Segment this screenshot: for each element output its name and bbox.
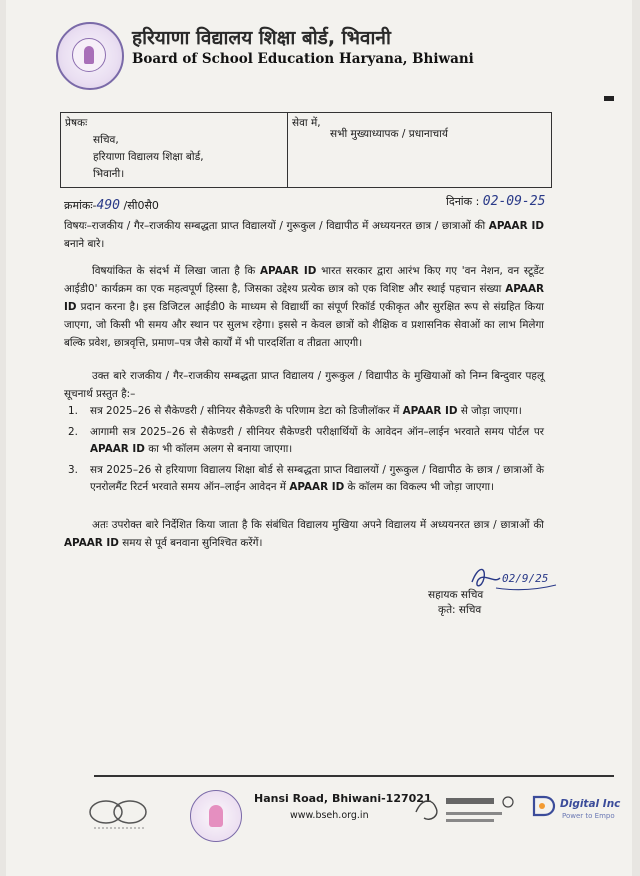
body-paragraph-1 xyxy=(64,262,544,352)
seal-figure xyxy=(84,46,94,64)
subject-text-end: बनाने बारे। xyxy=(64,238,105,250)
address-divider xyxy=(287,113,288,187)
from-label: प्रेषकः xyxy=(65,117,88,129)
scan-mark xyxy=(604,96,614,101)
from-line: सचिव, xyxy=(93,134,119,146)
footer-divider xyxy=(94,775,614,777)
to-label: सेवा में, xyxy=(292,117,321,129)
para-bold: APAAR ID xyxy=(64,537,119,549)
body-paragraph-3 xyxy=(64,516,544,552)
point-text: आगामी सत्र 2025–26 से सैकेण्डरी / सीनियर सैकेण्डरी परीक्षार्थियों के आवेदन ऑन–लाईन भरवाते समय पोर्टल पर xyxy=(90,426,544,438)
para-bold: APAAR ID xyxy=(64,283,544,313)
designation-for-secretary: कृते: सचिव xyxy=(438,604,482,616)
subject-bold: APAAR ID xyxy=(488,220,544,232)
to-recipients: सभी मुख्याध्यापक / प्रधानाचार्य xyxy=(330,128,448,140)
date-label: दिनांक : xyxy=(446,195,480,208)
list-item xyxy=(68,462,544,496)
point-text: का भी कॉलम अलग से बनाया जाएगा। xyxy=(144,443,293,455)
reference-number xyxy=(64,198,159,213)
header-title-hindi: हरियाणा विद्यालय शिक्षा बोर्ड, भिवानी xyxy=(132,27,391,49)
reference-label: क्रमांकः- xyxy=(64,199,97,212)
from-line: भिवानी। xyxy=(93,168,125,180)
letter-page xyxy=(6,0,632,876)
para-text: अतः उपरोक्त बारे निर्देशित किया जाता है कि संबंधित विद्यालय मुखिया अपने विद्यालय में अध्ययनरत छात्र / छात्राओं की xyxy=(92,519,544,531)
girl-figure xyxy=(209,805,223,827)
subject-text: राजकीय / गैर–राजकीय सम्बद्धता प्राप्त विद्यालयों / गुरूकुल / विद्यापीठ में अध्ययनरत छात्र / छात्राओं की xyxy=(91,220,489,232)
board-seal-logo xyxy=(56,22,124,90)
subject-prefix: विषयः– xyxy=(64,220,92,232)
point-text: के कॉलम का विकल्प भी जोड़ा जाएगा। xyxy=(344,481,494,493)
para-text: समय से पूर्व बनवाना सुनिश्चित करेंगें। xyxy=(118,537,263,549)
letter-date xyxy=(446,194,545,209)
point-bold: APAAR ID xyxy=(402,405,458,417)
para-text: भारत सरकार द्वारा आरंभ किए गए 'वन नेशन, वन स्टूडेंट आईडी0' कार्यक्रम का एक महत्वपूर्ण हिस्सा है, जिसका उद्देश्य प्रत्येक छात्र को एक विशिष्ट और स्थाई पहचान संख्या xyxy=(64,265,544,295)
list-number: 2. xyxy=(68,426,78,438)
digital-india-tagline: Power to Empo xyxy=(562,812,615,820)
point-text: सत्र 2025–26 से सैकेण्डरी / सीनियर सैकेण्डरी के परिणाम डेटा को डिजीलॉकर में xyxy=(90,405,403,417)
point-bold: APAAR ID xyxy=(289,481,345,493)
reference-suffix: /सी0सै0 xyxy=(123,199,159,212)
footer-address: Hansi Road, Bhiwani-127021 xyxy=(254,792,432,805)
subject-line xyxy=(64,217,544,253)
signature-date: 02/9/25 xyxy=(502,572,549,585)
para-text: विषयांकित के संदर्भ में लिखा जाता है कि xyxy=(92,265,260,277)
body-paragraph-2: उक्त बारे राजकीय / गैर–राजकीय सम्बद्धता प्राप्त विद्यालय / गुरूकुल / विद्यापीठ के मुखियाओं को निम्न बिन्दुवार पहलू सूचनार्थ प्रस्तुत है:– xyxy=(64,370,544,400)
date-handwritten-value: 02-09-25 xyxy=(482,194,546,209)
address-box xyxy=(60,112,552,188)
footer-website: www.bseh.org.in xyxy=(290,810,369,821)
list-item xyxy=(68,424,544,458)
points-list xyxy=(68,403,544,500)
point-bold: APAAR ID xyxy=(90,443,145,455)
digital-india-title: Digital Inc xyxy=(560,798,621,810)
para-bold: APAAR ID xyxy=(260,265,317,277)
education-right-logo-icon xyxy=(410,792,520,832)
digital-india-icon xyxy=(530,793,556,819)
list-number: 3. xyxy=(68,464,78,476)
point-text: से जोड़ा जाएगा। xyxy=(457,405,522,417)
point-text: सत्र 2025–26 से हरियाणा विद्यालय शिक्षा बोर्ड से सम्बद्धता प्राप्त विद्यालयों / गुरूकुल / विद्यापीठ के छात्र / छात्राओं के एनरोलमैंट रिटर्न भरवाते समय ऑन–लाईन आवेदन में xyxy=(90,464,544,493)
list-number: 1. xyxy=(68,405,78,417)
swachh-bharat-logo-icon xyxy=(86,794,150,834)
header-title-english: Board of School Education Haryana, Bhiwani xyxy=(132,51,474,67)
list-item xyxy=(68,403,544,420)
footer-girl-logo xyxy=(190,790,242,842)
para-text: प्रदान करना है। इस डिजिटल आईडी0 के माध्यम से विद्यार्थी का संपूर्ण रिकॉर्ड एकीकृत और सुरक्षित रूप से संग्रहित किया जाएगा, जो किसी भी समय और स्थान पर सुलभ रहेगा। इससे न केवल छात्रों को शैक्षिक व प्रशासनिक सेवाओं का लाभ मिलेगा बल्कि प्रवेश, छात्रवृत्ति, प्रमाण–पत्र जैसे कार्यों में भी पारदर्शिता व तीव्रता आएगी। xyxy=(64,301,544,349)
from-line: हरियाणा विद्यालय शिक्षा बोर्ड, xyxy=(93,151,204,163)
reference-handwritten-number: 490 xyxy=(96,198,120,213)
designation-assistant-secretary: सहायक सचिव xyxy=(428,589,484,601)
